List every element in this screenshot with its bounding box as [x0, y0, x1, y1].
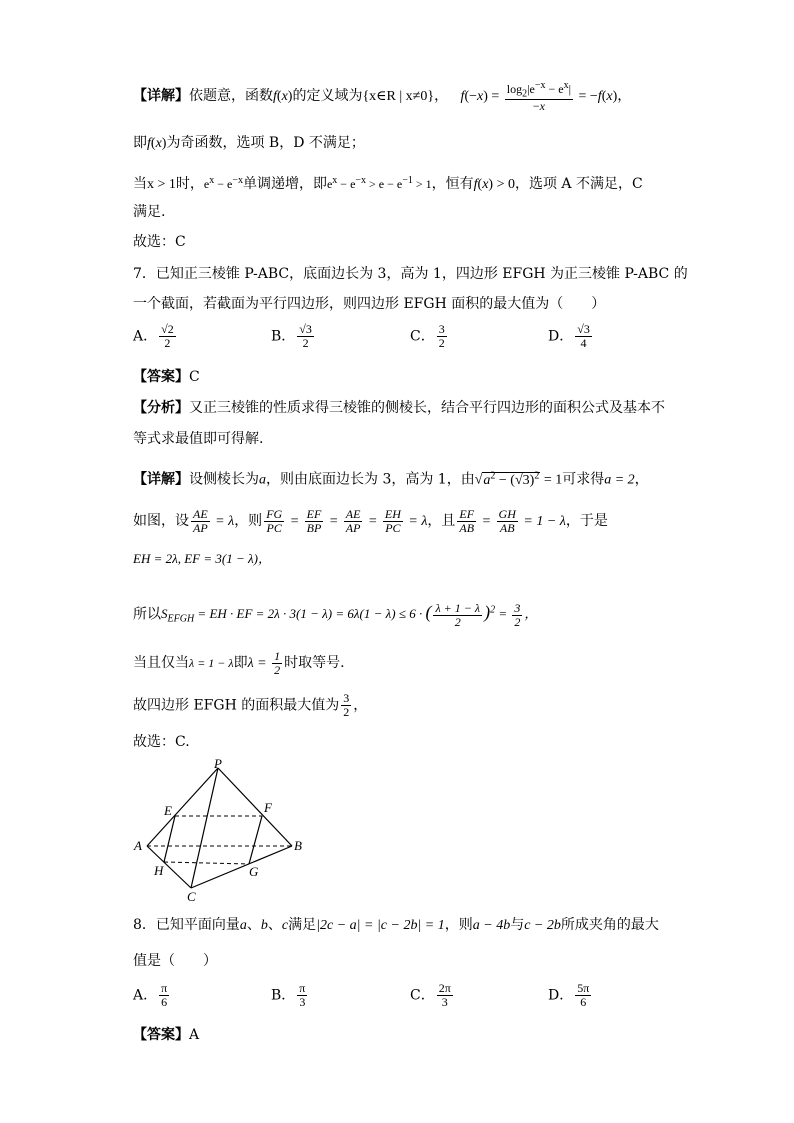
text: ，且	[427, 512, 456, 529]
q7-option-c	[410, 323, 449, 350]
math: λ = 1 − λ	[189, 655, 234, 670]
edge-bc	[191, 846, 292, 888]
option-den: 2	[438, 336, 445, 351]
edge-pb	[218, 768, 292, 846]
math: |2c − a| = |c − 2b| = 1	[316, 918, 445, 933]
q6-answer-line: 故选：C	[133, 234, 186, 250]
q7-detail-line4	[133, 600, 537, 631]
text: 依题意，函数	[189, 88, 273, 105]
math: $\frac{FG}{PC}$ = $\frac{EF}{BP}$ = $\frac{AE}{AP}$ = $\frac{EH}{PC}$ = λ	[266, 507, 428, 536]
text: 满足	[288, 917, 317, 933]
edge-pa	[147, 768, 218, 846]
detail-tag: 【详解】	[133, 88, 189, 105]
option-label: D．	[548, 987, 574, 1004]
text: 时取等号.	[284, 654, 345, 671]
option-label: D．	[548, 328, 574, 345]
q8-answer	[133, 1024, 199, 1046]
answer-tag: 【答案】	[133, 1027, 189, 1043]
text: 即	[133, 135, 147, 151]
option-label: C．	[410, 987, 435, 1004]
math: (	[276, 89, 282, 105]
option-den: 4	[580, 336, 587, 351]
option-num: 3	[438, 322, 445, 336]
math: $\frac{EF}{AB}$ = $\frac{GH}{AB}$ = 1 − λ	[459, 507, 566, 536]
math: c	[281, 918, 289, 933]
option-den: 3	[441, 995, 448, 1010]
math: $\frac{AE}{AP}$ = λ	[193, 507, 235, 536]
answer-value: A	[189, 1027, 200, 1043]
math: c − 2b	[524, 918, 561, 933]
area-inequality: $S_{EFGH}$ = EH · EF = 2λ · 3(1 − λ) = 6λ(1 − λ) ≤ 6 · ( $\frac{\lambda + 1 - \lambda}{2}$ )$^2$ = $\frac{3}{2}$ ，	[161, 600, 538, 629]
q7-analysis-line1	[133, 397, 665, 419]
option-label: C．	[410, 328, 435, 345]
q7-detail-line2	[133, 508, 608, 535]
label-g: G	[249, 864, 259, 879]
math: x > 1	[147, 177, 176, 192]
detail-tag: 【详解】	[133, 471, 189, 488]
text: 即	[233, 654, 248, 671]
label-h: H	[154, 863, 164, 878]
q7-stem-line2: 一个截面，若截面为平行四边形，则四边形 EFGH 面积的最大值为（ ）	[133, 296, 606, 312]
math: (	[150, 136, 156, 151]
q7-detail-line5	[133, 650, 345, 677]
q8-stem-line2: 值是（ ）	[133, 953, 217, 969]
option-num: 2π	[438, 981, 451, 995]
math: λ = $\frac{1}{2}$	[247, 649, 281, 678]
math: )	[161, 136, 167, 151]
math: $√a^2 - (√3)^2 = 1$	[474, 470, 563, 488]
math: x	[155, 136, 162, 151]
edge-pc	[191, 768, 218, 888]
q7-answer	[133, 366, 200, 388]
q8-option-b	[271, 982, 309, 1009]
option-num: √3	[299, 322, 312, 336]
option-label: B．	[271, 328, 296, 345]
math: a = 2	[604, 472, 635, 488]
q7-detail-line3: EH = 2λ, EF = 3(1 − λ)，	[133, 551, 271, 566]
text: 所以	[133, 606, 161, 623]
q6-detail-line4: 满足.	[133, 204, 166, 220]
option-den: 3	[299, 995, 306, 1010]
math: x	[281, 89, 288, 105]
analysis-tag: 【分析】	[133, 400, 189, 416]
label-e: E	[164, 803, 172, 818]
label-a: A	[134, 838, 142, 853]
text: ，则	[234, 512, 263, 529]
label-f: F	[264, 800, 272, 815]
text: ，则	[444, 917, 473, 933]
q8-option-c	[410, 982, 455, 1009]
math: a	[259, 472, 266, 488]
q8-option-a	[133, 982, 171, 1009]
q7-detail-line7: 故选：C.	[133, 734, 190, 750]
math: )	[287, 89, 293, 105]
q7-detail-line1: 【详解】设侧棱长为a，则由底面边长为 3，高为 1，由$√a^2 - (√3)^2 = 1$可求得a = 2，	[133, 470, 649, 488]
text: ，恒有	[431, 176, 474, 192]
math: f(x) > 0	[473, 177, 515, 192]
text: 当且仅当	[133, 654, 189, 671]
edge-eh	[164, 816, 175, 862]
q7-analysis-line2: 等式求最值即可得解.	[133, 431, 264, 447]
math: $\frac{3}{2}$	[343, 691, 350, 720]
option-num: √3	[577, 322, 590, 336]
q7-stem-line1: 7．已知正三棱锥 P-ABC，底面边长为 3，高为 1，四边形 EFGH 为正三棱锥 P-ABC 的	[133, 266, 688, 282]
math: f	[273, 89, 277, 105]
option-num: 5π	[577, 981, 590, 995]
label-p: P	[214, 758, 222, 771]
q8-stem-line1: 8．已知平面向量a、b、c满足|2c − a| = |c − 2b| = 1，则a − 4b与c − 2b所成夹角的最大	[133, 917, 659, 933]
text: 故四边形 EFGH 的面积最大值为	[133, 697, 340, 714]
math: $e^x - e^{-x}$	[203, 175, 243, 191]
label-b: B	[294, 838, 302, 853]
text: 如图，设	[133, 512, 189, 529]
q7-detail-line6: 故四边形 EFGH 的面积最大值为 $\frac{3}{2}$ ，	[133, 691, 368, 720]
text: ，选项 A 不满足，C	[514, 176, 643, 192]
option-den: 2	[164, 336, 171, 351]
math: a − 4b	[472, 918, 511, 933]
text: 可求得	[562, 471, 605, 488]
math: f	[147, 136, 151, 151]
text: 又正三棱锥的性质求得三棱锥的侧棱长，结合平行四边形的面积公式及基本不	[189, 400, 665, 416]
tetrahedron-figure	[128, 758, 328, 903]
text: 8．已知平面向量	[133, 917, 240, 933]
text: ，则由底面边长为 3，高为 1，由	[266, 471, 475, 488]
text: 设侧棱长为	[189, 471, 259, 488]
text: 所成夹角的最大	[560, 917, 659, 933]
q7-option-b	[271, 323, 316, 350]
q7-option-a	[133, 323, 178, 350]
edge-fg	[249, 816, 262, 864]
domain-set: {x∈R | x≠0}	[362, 89, 435, 105]
q6-detail-line1: 【详解】依题意，函数f(x)的定义域为{x∈R | x≠0}， f(−x) = $\frac{\log_2|e^{-x} - e^x|}{-x}$ = −f(x)，	[133, 80, 632, 114]
option-label: A．	[133, 987, 158, 1004]
option-num: π	[161, 981, 168, 995]
edge-hg-dashed	[164, 862, 249, 864]
text: 时，	[175, 176, 204, 192]
q8-option-d	[548, 982, 593, 1009]
option-num: √2	[161, 322, 174, 336]
q6-detail-line2	[133, 132, 365, 155]
option-den: 6	[161, 995, 168, 1010]
label-c: C	[187, 889, 196, 903]
math: $e^x - e^{-x} > e - e^{-1} > 1$	[326, 175, 432, 191]
option-den: 6	[580, 995, 587, 1010]
answer-tag: 【答案】	[133, 369, 189, 385]
text: 单调递增，即	[242, 176, 327, 192]
option-num: π	[299, 981, 306, 995]
text: ，于是	[565, 512, 608, 529]
text: 当	[133, 176, 147, 192]
option-label: B．	[271, 987, 296, 1004]
math: a	[239, 918, 247, 933]
option-label: A．	[133, 328, 158, 345]
math: b	[260, 918, 268, 933]
text: 为奇函数，选项 B，D 不满足；	[166, 135, 365, 151]
answer-value: C	[189, 369, 200, 385]
option-den: 2	[302, 336, 309, 351]
odd-function-formula: f(−x) = $\frac{\log_2|e^{-x} - e^x|}{-x}$ = −f(x)，	[460, 80, 632, 114]
q6-detail-line3	[133, 170, 643, 196]
text: 的定义域为	[292, 88, 363, 105]
q7-option-d	[548, 323, 594, 350]
